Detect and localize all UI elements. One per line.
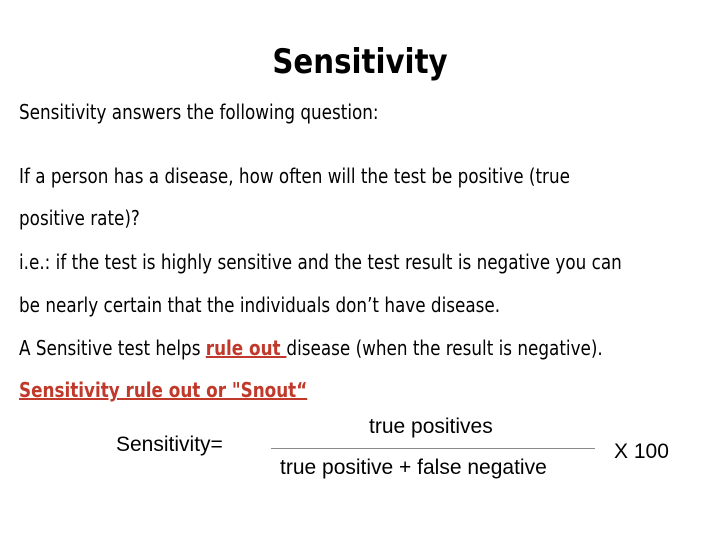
formula-label: Sensitivity=: [116, 433, 223, 456]
formula-denominator: true positive + false negative: [280, 456, 547, 479]
formula-multiplier: X 100: [614, 440, 669, 463]
rule-out-sentence: [19, 336, 603, 360]
question-line-1: If a person has a disease, how often will the test be positive (true: [19, 164, 570, 188]
example-line-2: be nearly certain that the individuals don’t have disease.: [19, 293, 501, 317]
rule-prefix: A Sensitive test helps: [19, 336, 206, 360]
question-line-2: positive rate)?: [19, 206, 140, 230]
rule-suffix: disease (when the result is negative).: [286, 336, 603, 360]
rule-out-highlight: rule out: [205, 336, 287, 360]
snout-mnemonic: Sensitivity rule out or "Snout“: [19, 378, 308, 402]
formula-numerator: true positives: [369, 415, 493, 438]
example-line-1: i.e.: if the test is highly sensitive and the test result is negative you can: [19, 250, 622, 274]
slide-title: Sensitivity: [272, 42, 448, 82]
intro-text: Sensitivity answers the following question:: [19, 100, 379, 124]
fraction-bar: [271, 448, 595, 449]
